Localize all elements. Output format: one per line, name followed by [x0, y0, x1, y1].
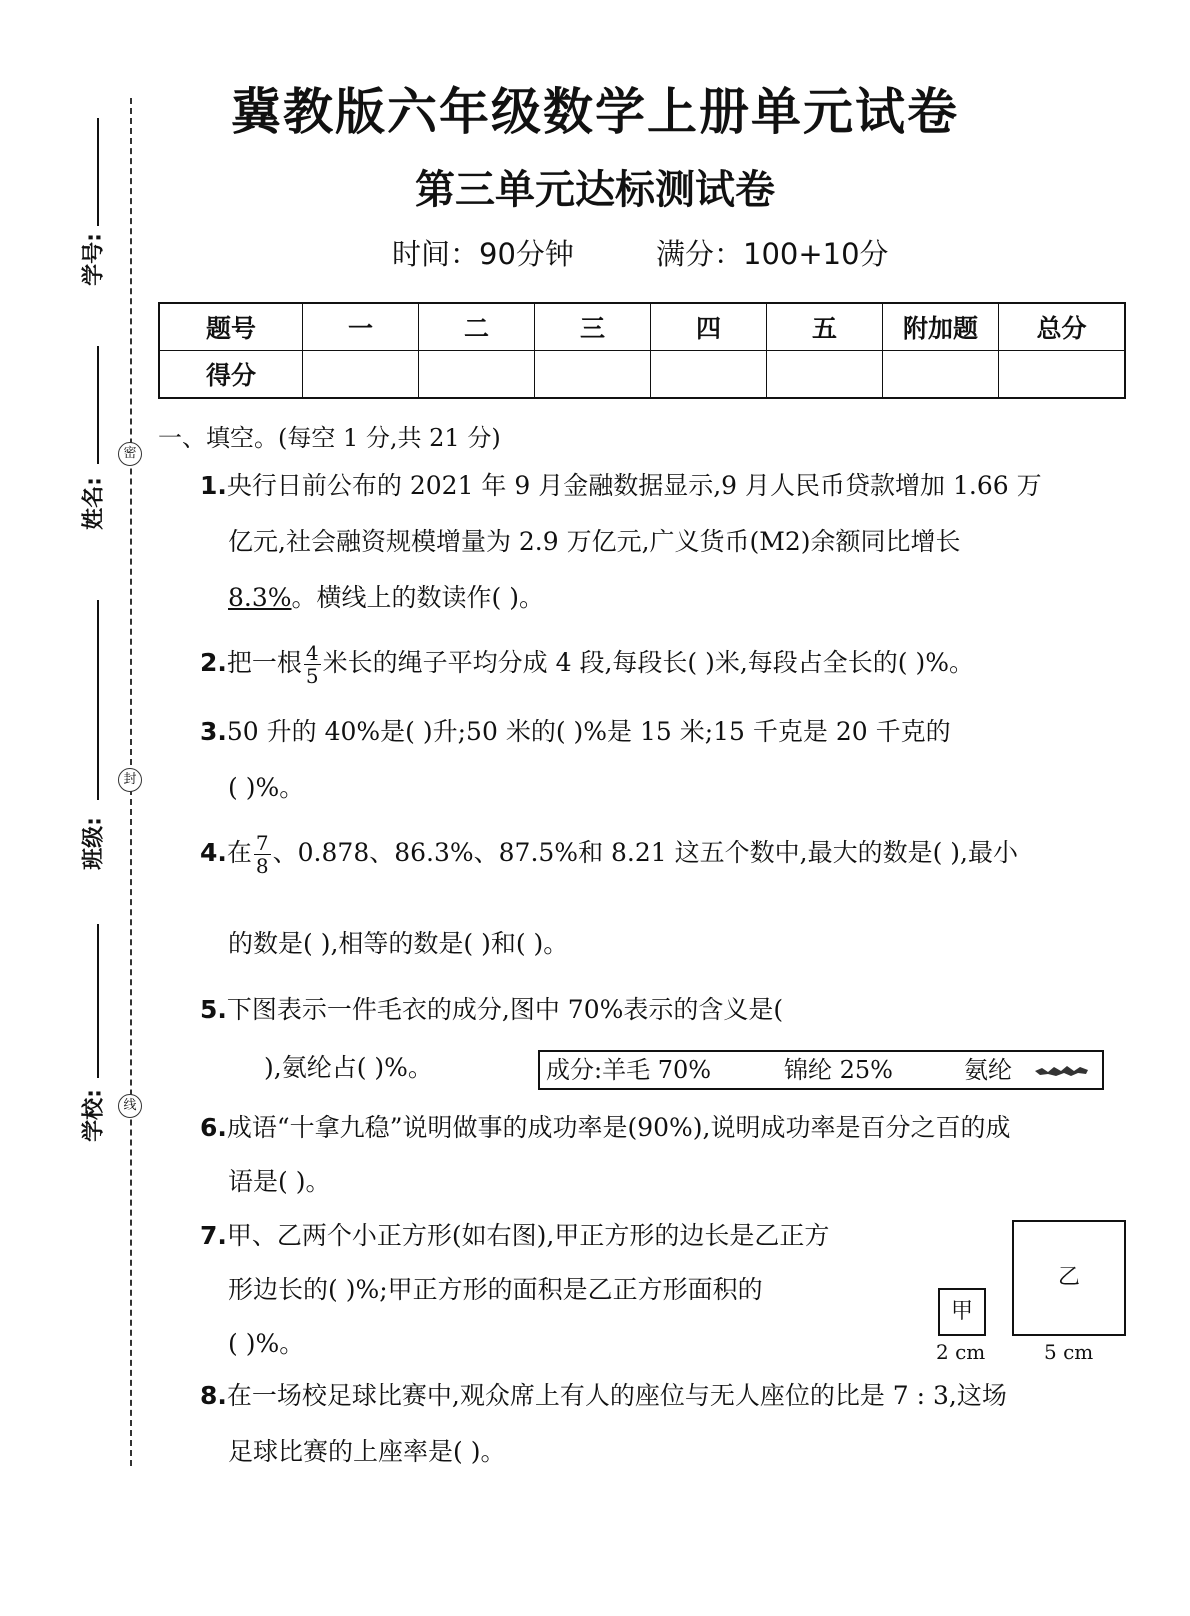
- fraction-denominator: 8: [255, 854, 269, 878]
- question-7-line-2: 形边长的( )%;甲正方形的面积是乙正方形面积的: [228, 1275, 763, 1304]
- question-text: 在: [226, 838, 252, 867]
- exam-title: 冀教版六年级数学上册单元试卷: [231, 83, 959, 141]
- section-heading: 一、填空。(每空 1 分,共 21 分): [158, 424, 501, 452]
- question-number: 1.: [200, 471, 227, 500]
- question-5-line-2: ),氨纶占( )%。: [264, 1053, 433, 1082]
- question-5-line-1: [200, 992, 783, 1028]
- score-input-cell[interactable]: [535, 351, 651, 399]
- question-7-line-3: ( )%。: [228, 1329, 305, 1358]
- score-header-cell: 总分: [999, 303, 1126, 351]
- question-4-line-2: 的数是( ),相等的数是( )和( )。: [228, 929, 569, 958]
- score-table-header-row: [159, 303, 1125, 351]
- score-header-cell: 四: [651, 303, 767, 351]
- question-text: 成语“十拿九稳”说明做事的成功率是(90%),说明成功率是百分之百的成: [226, 1113, 1011, 1142]
- question-2: [200, 640, 974, 687]
- question-6-line-1: [200, 1110, 1011, 1146]
- score-input-cell[interactable]: [303, 351, 419, 399]
- question-number: 8.: [200, 1381, 227, 1410]
- question-3-line-2: ( )%。: [228, 773, 305, 802]
- question-1-line-1: [200, 468, 1042, 504]
- score-header-cell: 三: [535, 303, 651, 351]
- composition-nylon: 锦纶 25%: [784, 1056, 893, 1084]
- square-yi: [1012, 1220, 1126, 1336]
- square-jia: [938, 1288, 986, 1336]
- score-input-cell[interactable]: [651, 351, 767, 399]
- question-6-line-2: 语是( )。: [228, 1167, 331, 1196]
- student-name-label: 姓名:: [81, 477, 107, 530]
- score-header-cell: 附加题: [883, 303, 999, 351]
- torn-fabric-icon: [1034, 1062, 1090, 1080]
- school-label: 学校:: [81, 1089, 107, 1142]
- composition-wool: 成分:羊毛 70%: [546, 1056, 712, 1084]
- sweater-composition-box: [538, 1050, 1104, 1090]
- exam-full-score: 满分：100+10分: [656, 237, 889, 271]
- question-text: 把一根: [226, 648, 302, 677]
- question-text: 50 升的 40%是( )升;50 米的( )%是 15 米;15 千克是 20 千克的: [226, 717, 951, 746]
- question-3-line-1: [200, 714, 951, 750]
- fraction: [254, 832, 271, 877]
- student-id-blank[interactable]: [97, 118, 99, 226]
- composition-spandex: 氨纶: [964, 1056, 1012, 1084]
- square-jia-side-length: 2 cm: [936, 1340, 986, 1364]
- question-text: 下图表示一件毛衣的成分,图中 70%表示的含义是(: [226, 995, 784, 1024]
- seal-xian-icon: 线: [118, 1094, 142, 1118]
- score-input-cell[interactable]: [767, 351, 883, 399]
- question-8-line-2: 足球比赛的上座率是( )。: [228, 1437, 506, 1466]
- question-text: 在一场校足球比赛中,观众席上有人的座位与无人座位的比是 7 : 3,这场: [226, 1381, 1007, 1410]
- score-input-cell[interactable]: [419, 351, 535, 399]
- score-input-cell[interactable]: [883, 351, 999, 399]
- score-input-cell[interactable]: [999, 351, 1126, 399]
- question-text: 。横线上的数读作( )。: [291, 583, 544, 612]
- question-4-line-1: [200, 830, 1018, 877]
- question-7-line-1: [200, 1218, 829, 1254]
- exam-time: 时间：90分钟: [392, 237, 574, 271]
- square-jia-label: 甲: [950, 1299, 973, 1324]
- question-number: 7.: [200, 1221, 227, 1250]
- student-id-label: 学号:: [81, 233, 107, 286]
- question-8-line-1: [200, 1378, 1007, 1414]
- class-blank[interactable]: [97, 600, 99, 800]
- score-table-score-row: [159, 351, 1125, 399]
- question-number: 3.: [200, 717, 227, 746]
- question-text: 甲、乙两个小正方形(如右图),甲正方形的边长是乙正方: [226, 1221, 830, 1250]
- seal-feng-icon: 封: [118, 768, 142, 792]
- square-yi-side-length: 5 cm: [1044, 1340, 1094, 1364]
- question-number: 6.: [200, 1113, 227, 1142]
- class-label: 班级:: [81, 817, 107, 870]
- square-yi-label: 乙: [1057, 1265, 1080, 1290]
- question-number: 5.: [200, 995, 227, 1024]
- score-header-cell: 题号: [159, 303, 303, 351]
- question-number: 2.: [200, 648, 227, 677]
- question-1-line-2: 亿元,社会融资规模增量为 2.9 万亿元,广义货币(M2)余额同比增长: [228, 527, 961, 556]
- fraction-numerator: 4: [305, 641, 319, 665]
- score-header-cell: 五: [767, 303, 883, 351]
- school-blank[interactable]: [97, 924, 99, 1078]
- exam-subtitle: 第三单元达标测试卷: [415, 167, 775, 213]
- underlined-number: 8.3%: [228, 583, 292, 612]
- fraction-denominator: 5: [305, 664, 319, 688]
- question-text: 、0.878、86.3%、87.5%和 8.21 这五个数中,最大的数是( ),最小: [272, 838, 1018, 867]
- score-table: [158, 302, 1126, 399]
- score-header-cell: 一: [303, 303, 419, 351]
- question-number: 4.: [200, 838, 227, 867]
- fraction-numerator: 7: [255, 831, 269, 855]
- seal-mi-icon: 密: [118, 442, 142, 466]
- student-name-blank[interactable]: [97, 346, 99, 464]
- question-1-line-3: [228, 580, 544, 616]
- score-header-cell: 二: [419, 303, 535, 351]
- fraction: [304, 642, 321, 687]
- score-row-label: 得分: [159, 351, 303, 399]
- question-text: 央行日前公布的 2021 年 9 月金融数据显示,9 月人民币贷款增加 1.66 万: [226, 471, 1042, 500]
- question-text: 米长的绳子平均分成 4 段,每段长( )米,每段占全长的( )%。: [322, 648, 975, 677]
